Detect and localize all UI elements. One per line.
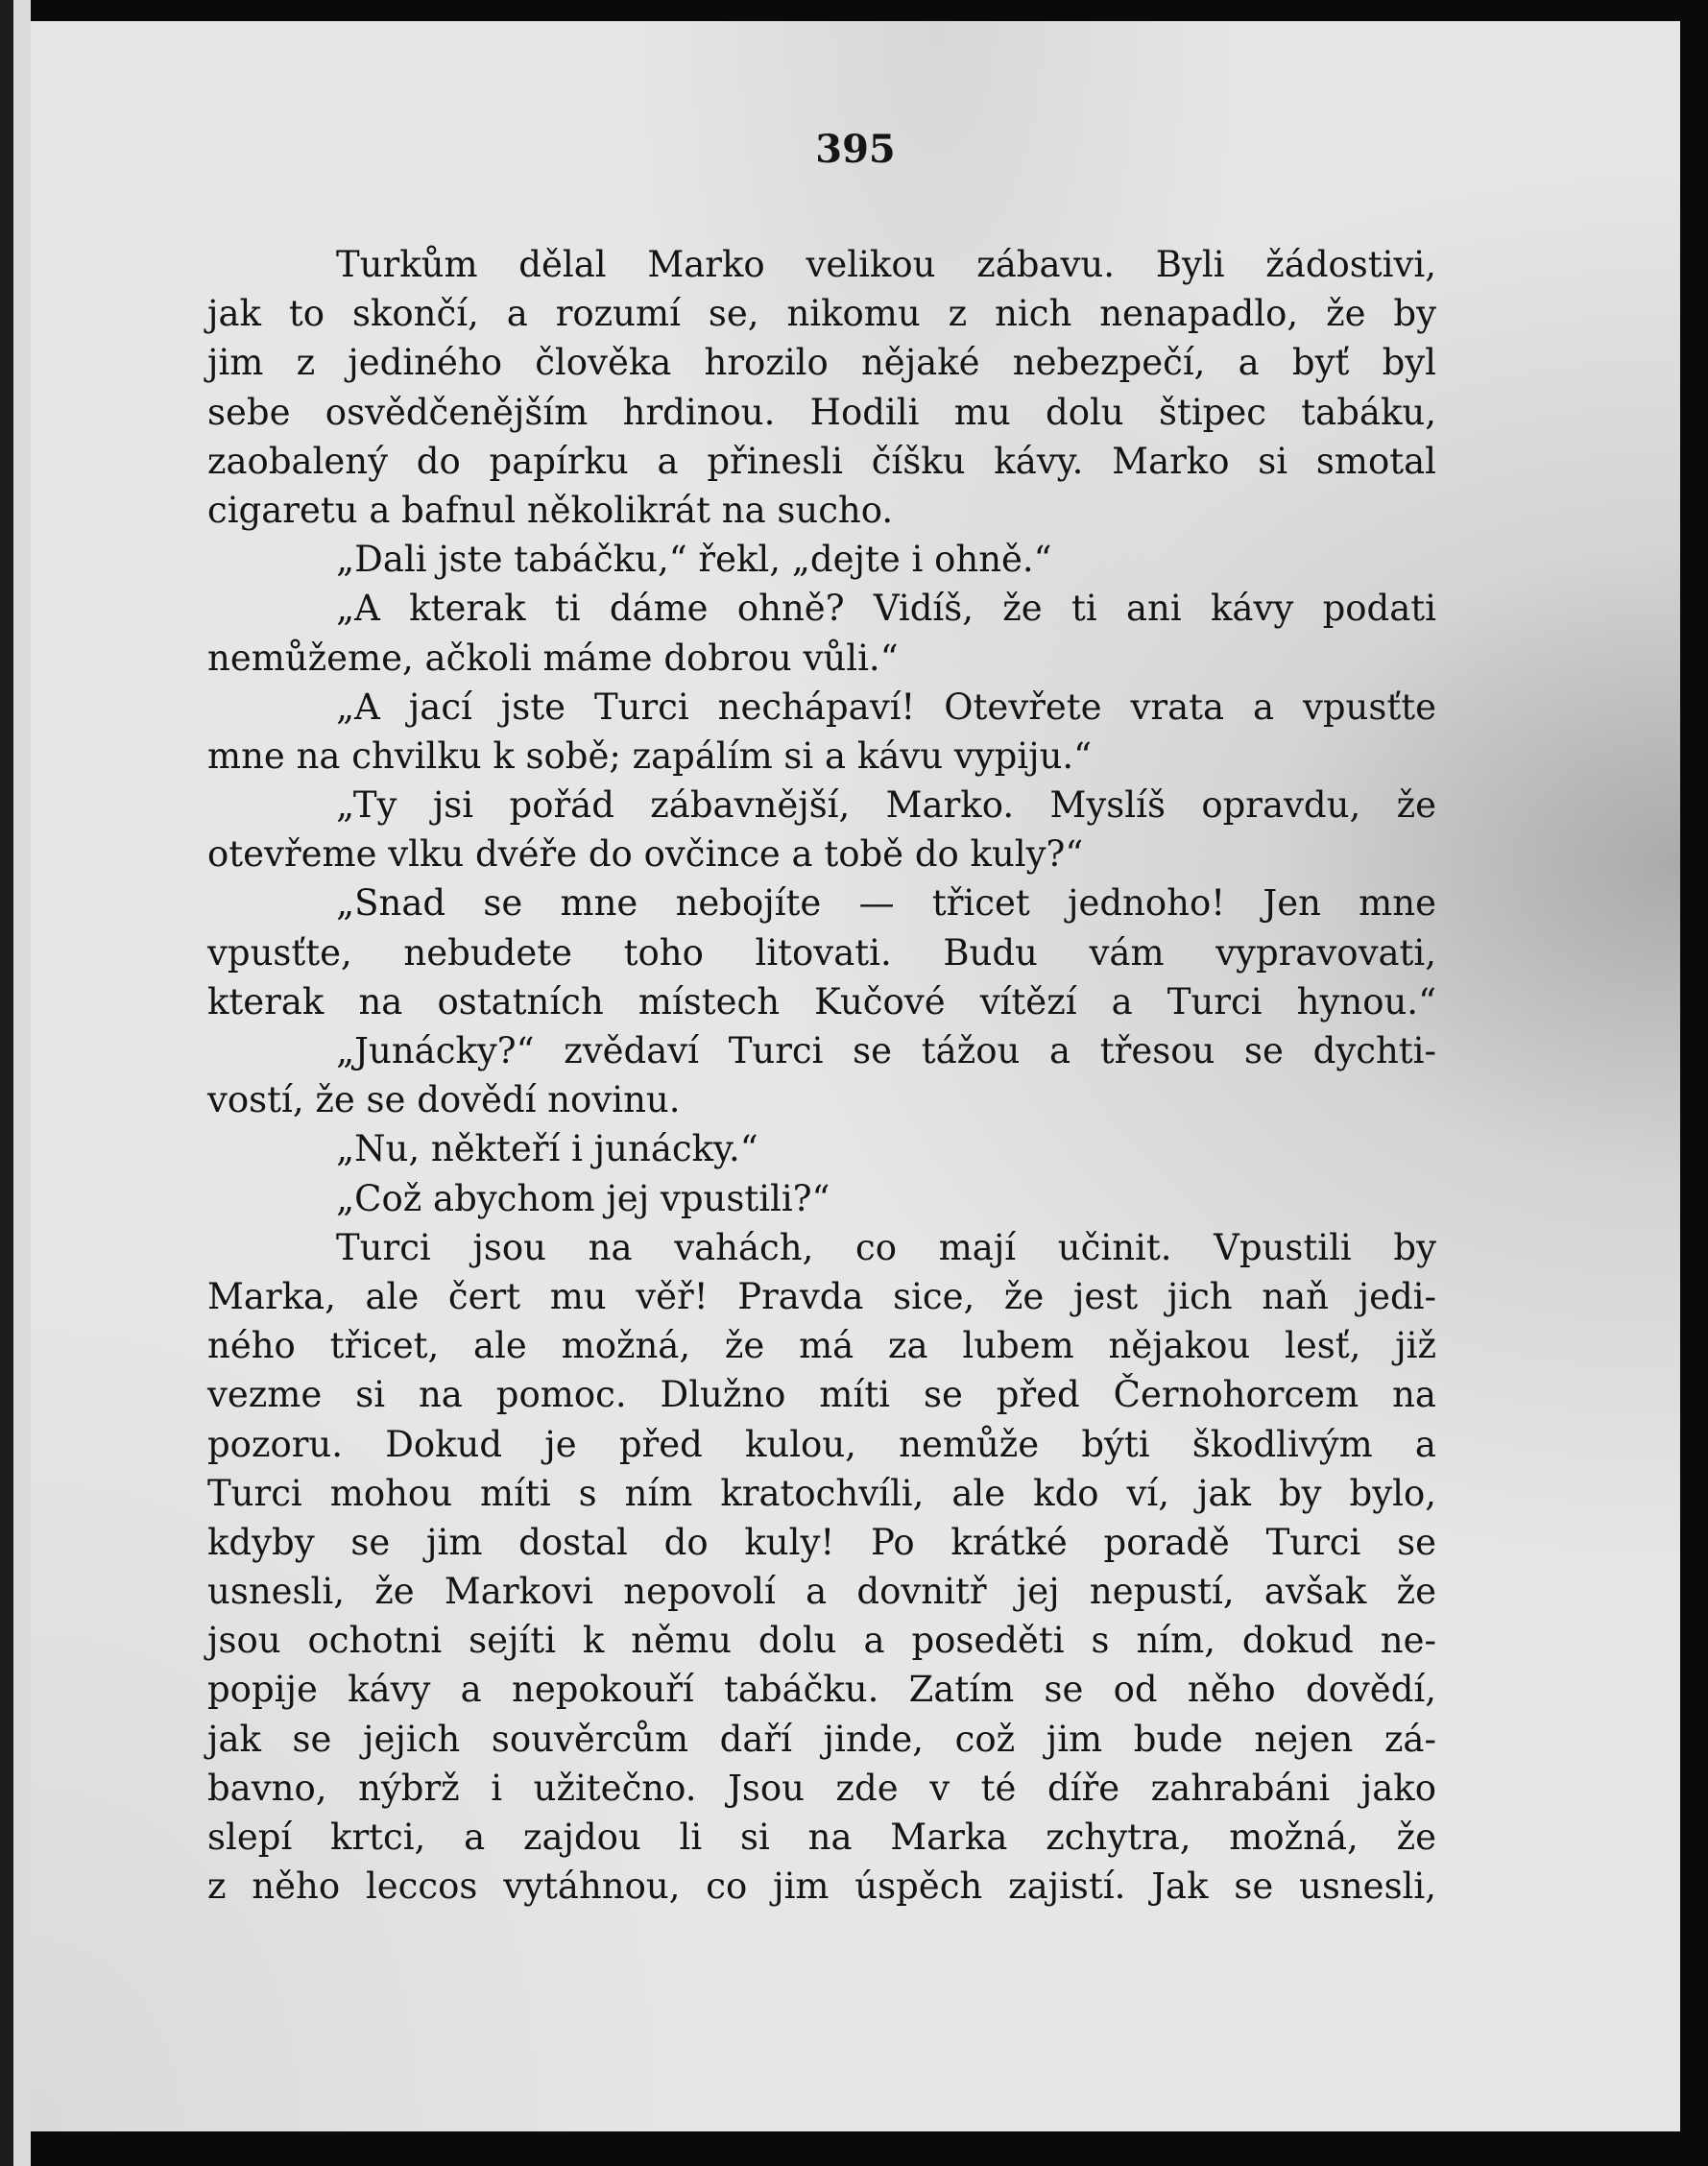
text-line: ného třicet, ale možná, že má za lubem nějakou lesť, již [207,1325,1436,1367]
text-line: sebe osvědčenějším hrdinou. Hodili mu dolu štipec tabáku, [207,391,1436,433]
text-line: „Což abychom jej vpustili?“ [336,1177,830,1219]
text-line: popije kávy a nepokouří tabáčku. Zatím se od něho dovědí, [207,1669,1436,1711]
body-text [207,240,1436,1911]
text-line: z něho leccos vytáhnou, co jim úspěch zajistí. Jak se usnesli, [207,1865,1436,1908]
text-line: zaobalený do papírku a přinesli číšku kávy. Marko si smotal [207,440,1436,482]
text-line: Turkům dělal Marko velikou zábavu. Byli žádostivi, [336,244,1436,285]
text-line: nemůžeme, ačkoli máme dobrou vůli.“ [207,637,899,679]
text-line: vpusťte, nebudete toho litovati. Budu vám vypravovati, [207,931,1436,974]
text-line: Turci mohou míti s ním kratochvíli, ale kdo ví, jak by bylo, [207,1472,1436,1514]
text-line: jsou ochotni sejíti k němu dolu a poseděti s ním, dokud ne- [207,1620,1436,1662]
text-line: Marka, ale čert mu věř! Pravda sice, že jest jich naň jedi- [207,1275,1436,1317]
text-line: jim z jediného člověka hrozilo nějaké nebezpečí, a byť byl [207,342,1436,384]
text-line: „Junácky?“ zvědaví Turci se tážou a třesou se dychti- [336,1030,1436,1071]
text-line: vezme si na pomoc. Dlužno míti se před Černohorcem na [207,1374,1436,1416]
text-line: bavno, nýbrž i užitečno. Jsou zde v té díře zahrabáni jako [207,1767,1436,1809]
text-line: „Ty jsi pořád zábavnější, Marko. Myslíš opravdu, že [336,784,1436,827]
page-paper [31,21,1680,2131]
text-line: „A jací jste Turci nechápaví! Otevřete vrata a vpusťte [336,686,1436,728]
text-line: Turci jsou na vahách, co mají učinit. Vpustili by [336,1226,1436,1268]
text-line: „Nu, někteří i junácky.“ [336,1128,758,1170]
adjacent-page-edge [13,0,31,2166]
text-line: mne na chvilku k sobě; zapálím si a kávu vypiju.“ [207,734,1093,777]
text-line: „A kterak ti dáme ohně? Vidíš, že ti ani kávy podati [336,588,1436,630]
scan-edge-dark [0,0,13,2166]
text-line: cigaretu a bafnul několikrát na sucho. [207,489,894,531]
text-line: „Dali jste tabáčku,“ řekl, „dejte i ohně.“ [336,539,1052,581]
text-line: kterak na ostatních místech Kučové vítězí a Turci hynou.“ [207,980,1436,1023]
text-line: pozoru. Dokud je před kulou, nemůže býti škodlivým a [207,1423,1436,1465]
text-line: jak se jejich souvěrcům daří jinde, což jim bude nejen zá- [207,1718,1436,1760]
text-line: vostí, že se dovědí novinu. [207,1079,681,1121]
text-line: slepí krtci, a zajdou li si na Marka zchytra, možná, že [207,1817,1436,1858]
text-line: jak to skončí, a rozumí se, nikomu z nich nenapadlo, že by [207,293,1436,335]
text-line: „Snad se mne nebojíte — třicet jednoho! Jen mne [336,882,1436,925]
page-number: 395 [815,127,896,172]
text-line: otevřeme vlku dvéře do ovčince a tobě do kuly?“ [207,833,1084,876]
text-line: kdyby se jim dostal do kuly! Po krátké poradě Turci se [207,1521,1436,1563]
text-line: usnesli, že Markovi nepovolí a dovnitř jej nepustí, avšak že [207,1571,1436,1613]
